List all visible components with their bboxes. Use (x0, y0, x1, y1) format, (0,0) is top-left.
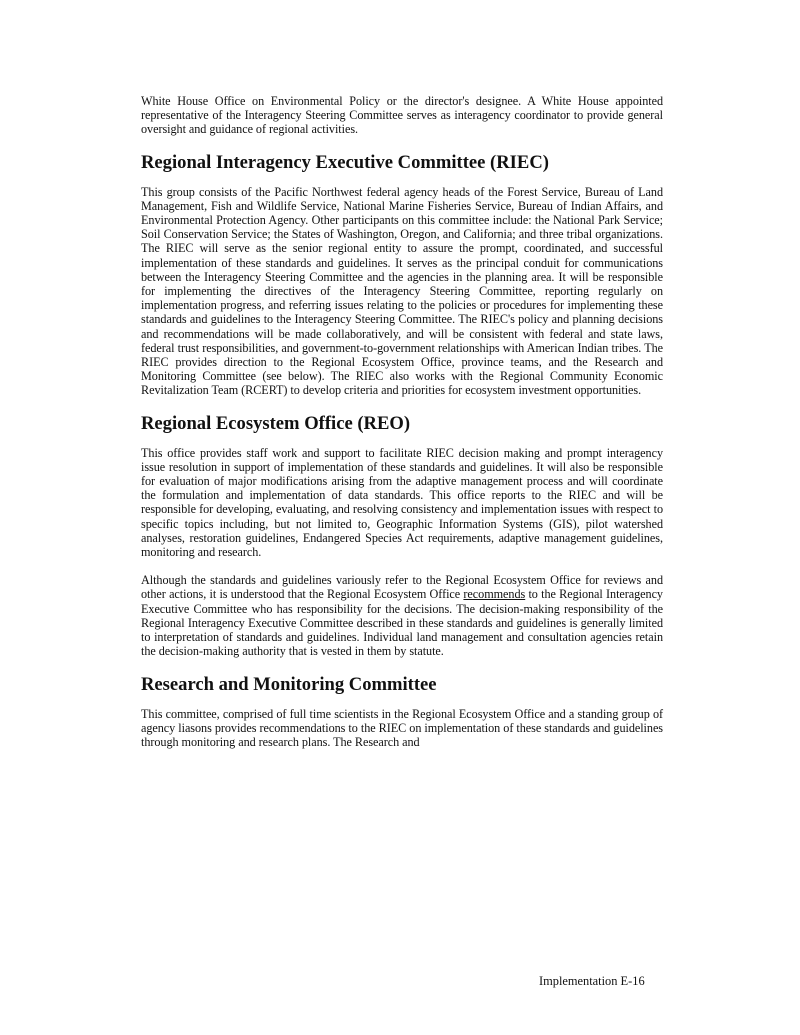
reo-paragraph-2-tail: to the Regional Interagency Executive Committee who has responsibility for the decisions. The decision-making responsibility of the Regional Interagency Executive Committee described in these standards and guidelines is generally limited to interpretation of standards and guidelines. Individual land management and consultation agencies retain the decision-making authority that is vested in them by statute. (141, 587, 663, 659)
intro-paragraph: White House Office on Environmental Policy or the director's designee. A White House appointed representative of the Interagency Steering Committee serves as interagency coordinator to provide general oversight and guidance of regional activities. (141, 94, 663, 137)
rmc-heading: Research and Monitoring Committee (141, 673, 437, 695)
recommends-underlined-text: recommends (463, 587, 526, 602)
reo-paragraph-2 (141, 573, 663, 658)
riec-heading: Regional Interagency Executive Committee (RIEC) (141, 151, 549, 173)
rmc-paragraph: This committee, comprised of full time scientists in the Regional Ecosystem Office and a standing group of agency liasons provides recommendations to the RIEC on implementation of these standards and guidelines through monitoring and research plans. The Research and (141, 706, 663, 749)
document-page (141, 94, 663, 749)
reo-paragraph-2-lead: Although the standards and guidelines variously refer to the Regional Ecosystem Office for reviews and other actions, it is understood that the Regional Ecosystem Office (141, 573, 663, 602)
reo-heading: Regional Ecosystem Office (REO) (141, 412, 411, 434)
riec-paragraph: This group consists of the Pacific Northwest federal agency heads of the Forest Service, Bureau of Land Management, Fish and Wildlife Service, National Marine Fisheries Service, Bureau of Indian Affairs, and Environmental Protection Agency. Other participants on this committee include: the National Park Service; Soil Conservation Service; the States of Washington, Oregon, and California; and three tribal organizations. The RIEC will serve as the senior regional entity to assure the prompt, coordinated, and successful implementation of these standards and guidelines. It serves as the principal conduit for communications between the Interagency Steering Committee and the agencies in the planning area. It will be responsible for implementing the directives of the Interagency Steering Committee, reporting regularly on implementation progress, and referring issues relating to the policies or procedures for implementing these standards and guidelines to the Interagency Steering Committee. The RIEC's policy and planning decisions and recommendations will be made collaboratively, and will be consistent with federal and state laws, federal trust responsibilities, and government-to-government relationships with American Indian tribes. The RIEC provides direction to the Regional Ecosystem Office, province teams, and the Research and Monitoring Committee (see below). The RIEC also works with the Regional Community Economic Revitalization Team (RCERT) to develop criteria and priorities for ecosystem investment opportunities. (141, 184, 663, 398)
page-footer-label: Implementation E-16 (539, 974, 645, 988)
reo-paragraph-1: This office provides staff work and support to facilitate RIEC decision making and prompt interagency issue resolution in support of implementation of these standards and guidelines. It will also be responsible for evaluation of major modifications arising from the adaptive management process and will coordinate the formulation and implementation of data standards. This office reports to the RIEC and will be responsible for developing, evaluating, and resolving consistency and implementation issues with respect to specific topics including, but not limited to, Geographic Information Systems (GIS), pilot watershed analyses, restoration guidelines, Endangered Species Act requirements, adaptive management guidelines, monitoring and research. (141, 445, 663, 560)
